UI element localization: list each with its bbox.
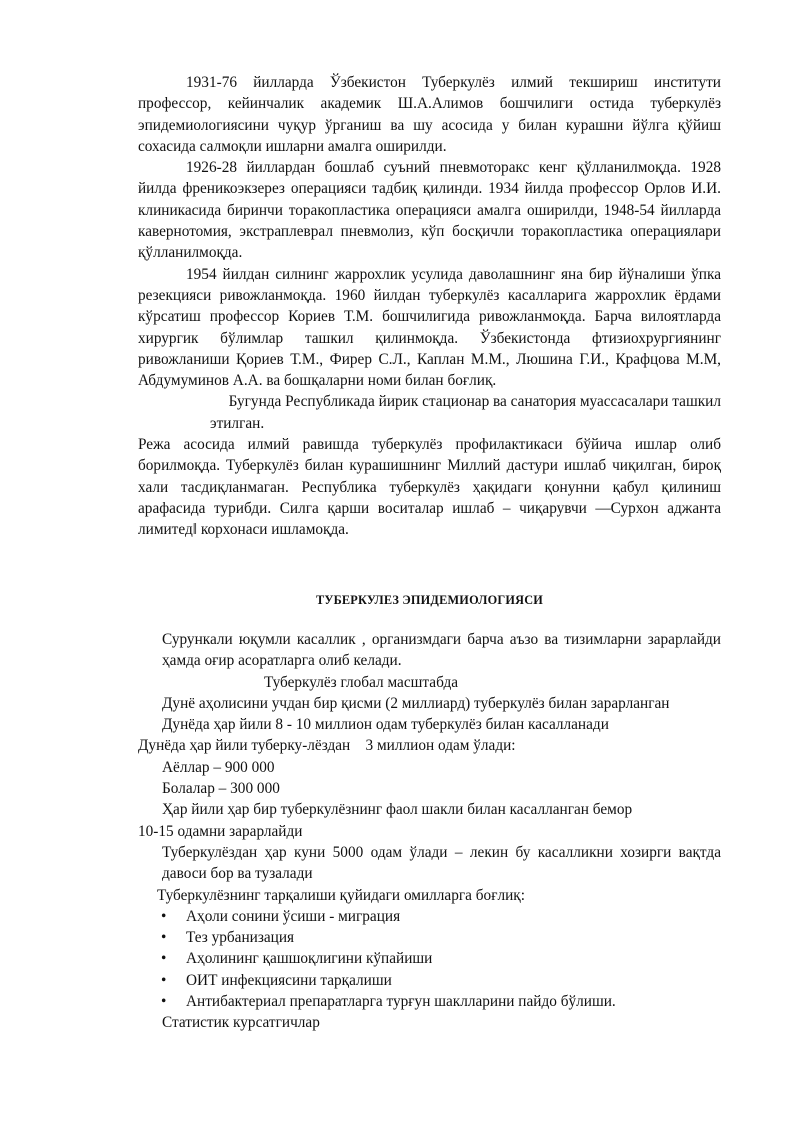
bullet-icon: • <box>161 971 167 989</box>
list-item <box>138 970 721 991</box>
factor-text: Аҳоли сонини ўсиши - миграция <box>186 907 401 925</box>
bullet-icon: • <box>161 993 167 1011</box>
patient-line-a: Ҳар йили ҳар бир туберкулёзнинг фаол шакли билан касалланган бемор <box>162 801 633 819</box>
history-section <box>138 72 721 541</box>
bullet-icon: • <box>161 929 167 947</box>
epidemiology-section <box>138 629 721 1034</box>
patient-line-b: 10-15 одамни зарарлайди <box>138 822 303 840</box>
list-item <box>138 906 721 927</box>
factor-text: ОИТ инфекциясини тарқалиши <box>186 971 392 989</box>
intro-text: Сурункали юқумли касаллик , организмдаги барча аъзо ва тизимларни зарарлайди ҳамда оғир асоратларга олиб келади. <box>162 631 721 670</box>
factor-text: Тез урбанизация <box>186 929 295 947</box>
section-heading: ТУБЕРКУЛЕЗ ЭПИДЕМИОЛОГИЯСИ <box>315 593 544 607</box>
paragraph-institute: 1931-76 йилларда Ўзбекистон Туберкулёз илмий текшириш институти профессор, кейинчалик академик Ш.А.Алимов бошчилиги остида туберкулёз эпидемиологиясини чуқур ўрганиш ва шу асосида у билан курашни йўлга қўйиш сохасида салмоқли ишларни амалга оширилди. <box>138 74 721 155</box>
factors-list <box>138 906 721 1012</box>
paragraph-resection: 1954 йилдан силнинг жаррохлик усулида даволашнинг яна бир йўналиши ўпка резекцияси ривожланмоқда. 1960 йилдан туберкулёз касалларига жаррохлик ёрдами кўрсатиш профессор Кориев Т.М. бошчилигида ривожланмоқда. Барча вилоятларда хирургик бўлимлар ташкил қилинмоқда. Ўзбекистонда фтизиохрургиянинг ривожланиши Қориев Т.М., Фирер С.Л., Каплан М.М., Люшина Г.И., Крафцова М.М, Абдумуминов А.А. ва бошқаларни номи билан боғлиқ. <box>138 265 721 390</box>
bullet-icon: • <box>161 907 167 925</box>
global-fact-1: Дунё аҳолисини учдан бир қисми (2 миллиард) туберкулёз билан зарарланган <box>162 694 670 712</box>
paragraph-republic: Бугунда Республикада йирик стационар ва санатория муассасалари ташкил этилган. <box>210 393 721 432</box>
paragraph-prevention: Режа асосида илмий равишда туберкулёз профилактикаси бўйича ишлар олиб борилмоқда. Туберкулёз билан курашишнинг Миллий дастури ишлаб чиқилган, бироқ хали тасдиқланмаган. Республика туберкулёз ҳақидаги қонунни қабул қилиниш арафасида турибди. Силга қарши воситалар ишлаб – чиқарувчи ―Сурхон аджанта лимитед‖ корхонаси ишламоқда. <box>138 436 721 539</box>
list-item <box>138 927 721 948</box>
children-stat: Болалар – 300 000 <box>162 780 280 798</box>
factor-text: Антибактериал препаратларга турғун шаклларини пайдо бўлиши. <box>186 993 616 1011</box>
global-fact-3: Дунёда ҳар йили туберку-лёздан 3 миллион одам ўлади: <box>138 737 516 755</box>
bullet-icon: • <box>161 950 167 968</box>
paragraph-pneumothorax: 1926-28 йиллардан бошлаб суъний пневмоторакс кенг қўлланилмоқда. 1928 йилда френикоэкзерез операцияси тадбиқ қилинди. 1934 йилда профессор Орлов И.И. клиникасида биринчи торакопластика операцияси амалга оширилди, 1948-54 йилларда кавернотомия, экстраплеврал пневмолиз, кўп босқичли торакопластика операциялари қўлланилмоқда. <box>138 159 721 262</box>
adults-stat: Аёллар – 900 000 <box>162 758 275 776</box>
deaths-daily: Туберкулёздан ҳар куни 5000 одам ўлади – лекин бу касалликни хозирги вақтда давоси бор ва тузалади <box>162 843 721 883</box>
global-title: Туберкулёз глобал масштабда <box>264 673 459 691</box>
factor-text: Аҳолининг қашшоқлигини кўпайиши <box>186 950 433 968</box>
factors-title: Туберкулёзнинг тарқалиши қуйидаги омилларга боғлиқ: <box>157 886 525 904</box>
global-fact-2: Дунёда ҳар йили 8 - 10 миллион одам туберкулёз билан касалланади <box>162 716 609 734</box>
list-item <box>138 991 721 1012</box>
stats-title: Статистик курсатгичлар <box>162 1014 320 1032</box>
list-item <box>138 948 721 969</box>
